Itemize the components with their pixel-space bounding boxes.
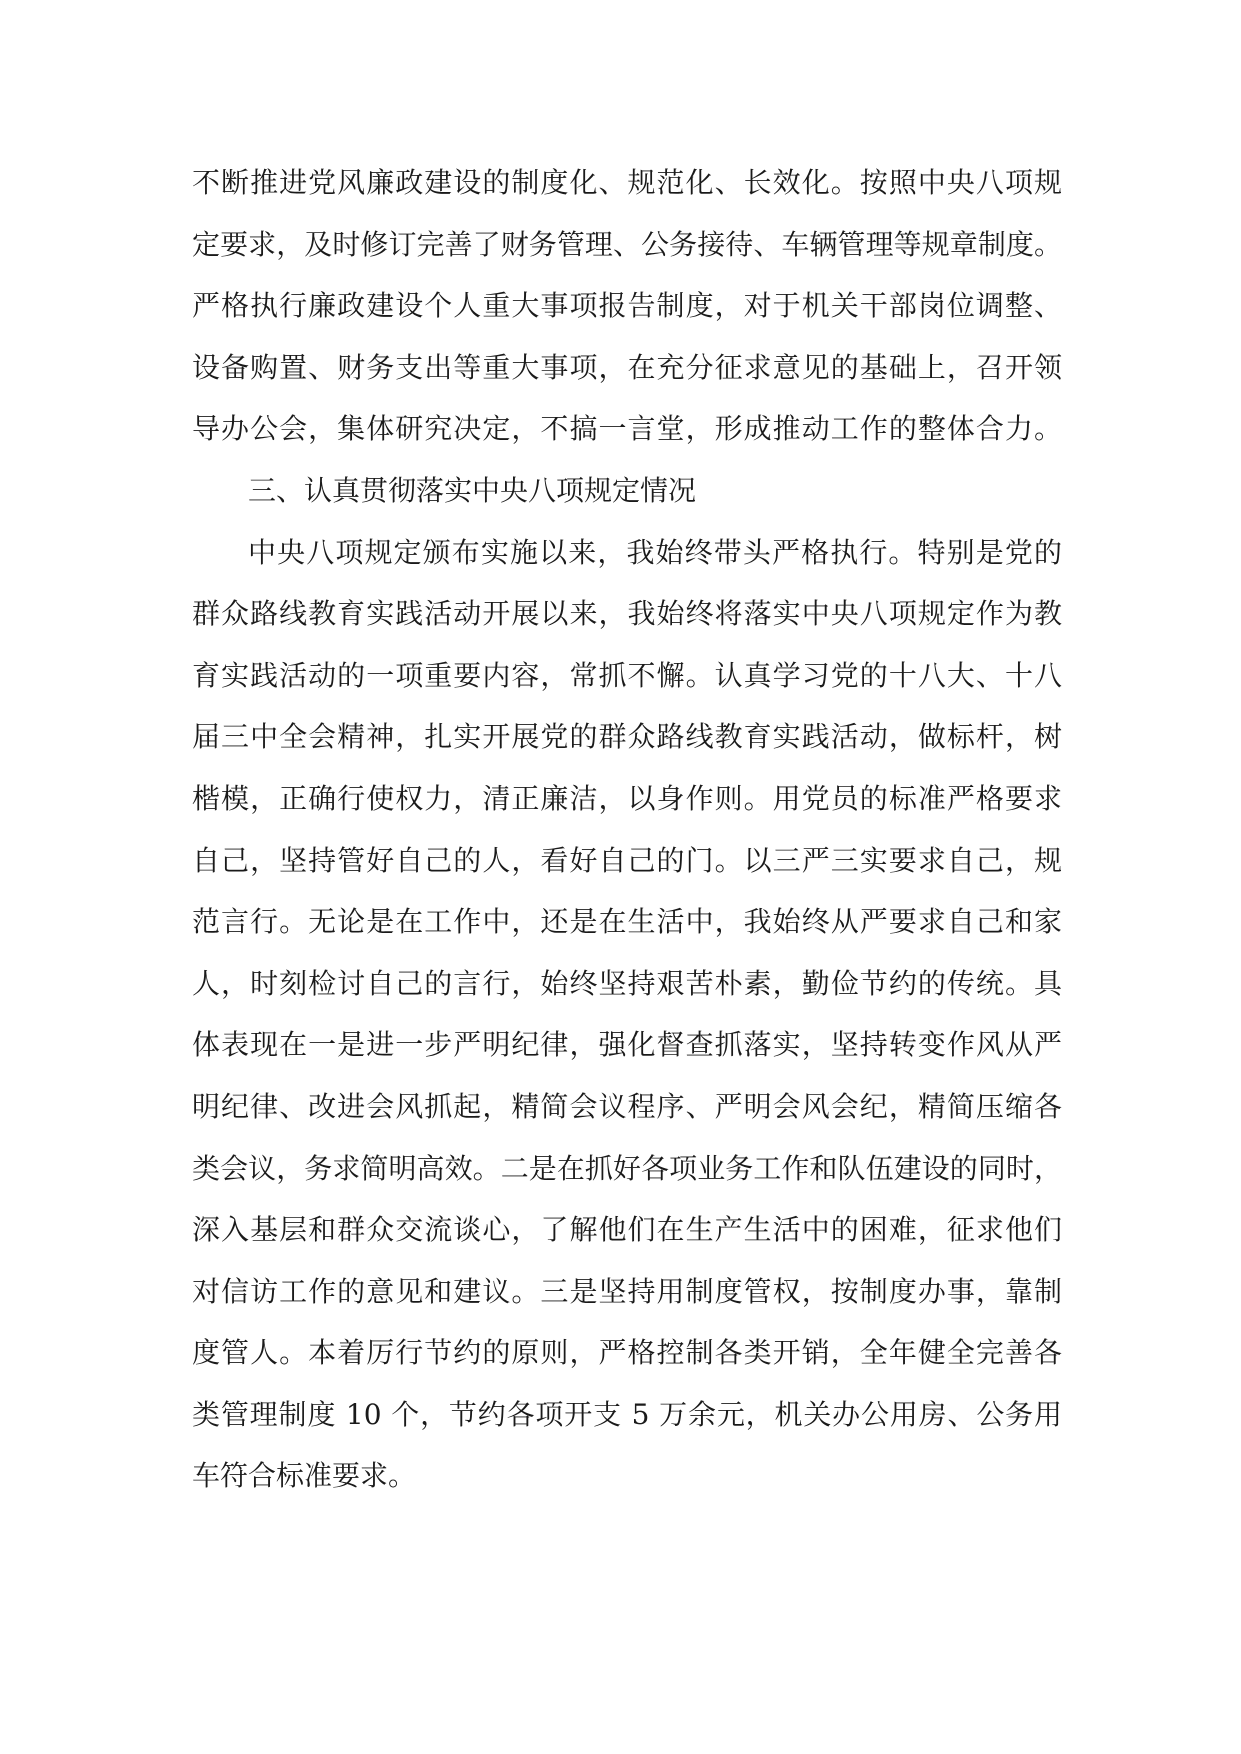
text-line: 类会议，务求简明高效。二是在抓好各项业务工作和队伍建设的同时， [192, 1151, 1062, 1185]
text-line: 不断推进党风廉政建设的制度化、规范化、长效化。按照中央八项规 [192, 166, 1062, 199]
text-line: 中央八项规定颁布实施以来，我始终带头严格执行。特别是党的 [248, 535, 1062, 569]
text-line: 类管理制度 10 个，节约各项开支 5 万余元，机关办公用房、公务用 [192, 1397, 1062, 1431]
text-line: 群众路线教育实践活动开展以来，我始终将落实中央八项规定作为教 [192, 597, 1062, 631]
text-line: 体表现在一是进一步严明纪律，强化督查抓落实，坚持转变作风从严 [192, 1028, 1062, 1062]
paragraph-1 [192, 152, 1062, 460]
text-line: 深入基层和群众交流谈心，了解他们在生产生活中的困难，征求他们 [192, 1213, 1062, 1247]
text-line: 楷模，正确行使权力，清正廉洁，以身作则。用党员的标准严格要求 [192, 781, 1062, 815]
text-line: 对信访工作的意见和建议。三是坚持用制度管权，按制度办事，靠制 [192, 1274, 1062, 1308]
text-line: 范言行。无论是在工作中，还是在生活中，我始终从严要求自己和家 [192, 905, 1062, 939]
text-line: 育实践活动的一项重要内容，常抓不懈。认真学习党的十八大、十八 [192, 658, 1062, 692]
text-line: 人，时刻检讨自己的言行，始终坚持艰苦朴素，勤俭节约的传统。具 [192, 966, 1062, 1000]
text-line: 导办公会，集体研究决定，不搞一言堂，形成推动工作的整体合力。 [192, 412, 1062, 446]
text-line: 车符合标准要求。 [192, 1459, 417, 1493]
text-line: 度管人。本着厉行节约的原则，严格控制各类开销，全年健全完善各 [192, 1336, 1062, 1370]
document-body [192, 152, 1062, 1507]
text-line: 届三中全会精神，扎实开展党的群众路线教育实践活动，做标杆，树 [192, 720, 1062, 754]
section-heading: 三、认真贯彻落实中央八项规定情况 [248, 473, 697, 507]
text-line: 定要求，及时修订完善了财务管理、公务接待、车辆管理等规章制度。 [192, 227, 1062, 261]
text-line: 严格执行廉政建设个人重大事项报告制度，对于机关干部岗位调整、 [192, 289, 1062, 323]
text-line: 设备购置、财务支出等重大事项，在充分征求意见的基础上，召开领 [192, 350, 1062, 384]
text-line: 明纪律、改进会风抓起，精简会议程序、严明会风会纪，精简压缩各 [192, 1089, 1062, 1123]
paragraph-2 [192, 522, 1062, 1508]
text-line: 自己，坚持管好自己的人，看好自己的门。以三严三实要求自己，规 [192, 843, 1062, 877]
